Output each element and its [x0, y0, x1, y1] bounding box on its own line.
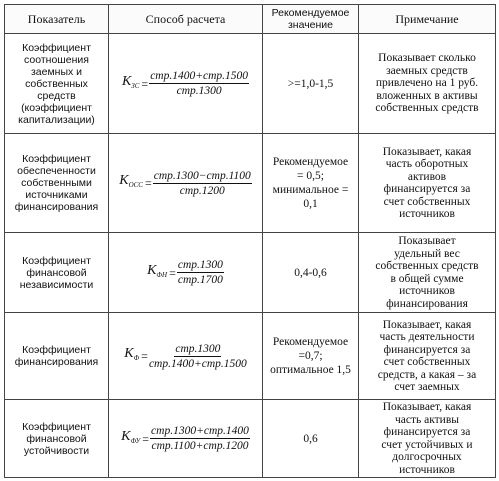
header-recommended: Рекомендуемое значение [263, 5, 359, 34]
formula-fraction [153, 170, 252, 197]
header-row [5, 5, 496, 34]
header-note: Примечание [359, 5, 496, 34]
formula-symbol: $K_{ОСС}$ [119, 173, 143, 189]
table-row [5, 34, 496, 134]
formula-equals: = [141, 76, 149, 91]
table-row [5, 134, 496, 233]
note-text: Показывает, какая часть оборотных активов финансируется за счет собственных источников [359, 134, 496, 233]
formula-numerator: стр.1300−стр.1100 [153, 169, 251, 182]
formula-numerator: стр.1300+стр.1400 [151, 425, 249, 437]
formula-equals: = [141, 349, 148, 363]
formula-symbol: $K_{ЗС}$ [121, 73, 140, 90]
formula-equals: = [142, 431, 150, 446]
recommended-value: Рекомендуемое = 0,5; минимальное = 0,1 [263, 134, 359, 233]
calc-formula [109, 233, 263, 313]
financial-ratios-table [4, 4, 496, 478]
recommended-value: >=1,0-1,5 [263, 34, 359, 134]
note-text: Показывает, какая часть деятельности финансируется за счет собственных средств, а какая – за счет заемных [359, 313, 496, 400]
table-row [5, 313, 496, 400]
indicator-name: Коэффициент обеспеченности собственными источниками финансирования [5, 134, 109, 233]
table-row [5, 400, 496, 478]
formula-numerator: стр.1300 [177, 259, 223, 271]
formula-equals: = [144, 176, 152, 190]
formula-denominator: стр.1300 [176, 85, 222, 97]
header-method: Способ расчета [109, 5, 263, 34]
formula-symbol: $K_{ФН}$ [147, 262, 168, 279]
calc-formula [109, 34, 263, 134]
formula-denominator: стр.1700 [177, 274, 223, 286]
calc-formula [109, 400, 263, 478]
table-row [5, 233, 496, 313]
indicator-name: Коэффициент финансовой независимости [5, 233, 109, 313]
header-indicator: Показатель [5, 5, 109, 34]
note-text: Показывает удельный вес собственных средств в общей сумме источников финансирования [359, 233, 496, 313]
calc-formula [109, 134, 263, 233]
formula-fraction [150, 425, 250, 452]
indicator-name: Коэффициент финансовой устойчивости [5, 400, 109, 478]
note-text: Показывает сколько заемных средств привлечено на 1 руб. вложенных в активы собственных средств [359, 34, 496, 134]
note-text: Показывает, какая часть активы финансируется за счет устойчивых и долгосрочных источников [359, 400, 496, 478]
formula-fraction [149, 343, 247, 370]
formula-numerator: стр.1400+стр.1500 [150, 70, 249, 82]
indicator-name: Коэффициент финансирования [5, 313, 109, 400]
formula-numerator: стр.1300 [175, 342, 221, 355]
recommended-value: 0,6 [263, 400, 359, 478]
recommended-value: 0,4-0,6 [263, 233, 359, 313]
indicator-name: Коэффициент соотношения заемных и собственных средств (коэффициент капитализации) [5, 34, 109, 134]
formula-denominator: стр.1100+стр.1200 [151, 440, 249, 452]
calc-formula [109, 313, 263, 400]
formula-fraction [149, 70, 249, 97]
formula-fraction [177, 259, 224, 286]
formula-symbol: $K_Ф$ [124, 346, 140, 362]
formula-symbol: $K_{ФУ}$ [121, 428, 141, 445]
formula-equals: = [169, 265, 176, 280]
formula-denominator: стр.1400+стр.1500 [148, 357, 247, 370]
formula-denominator: стр.1200 [179, 184, 225, 197]
recommended-value: Рекомендуемое =0,7; оптимальное 1,5 [263, 313, 359, 400]
